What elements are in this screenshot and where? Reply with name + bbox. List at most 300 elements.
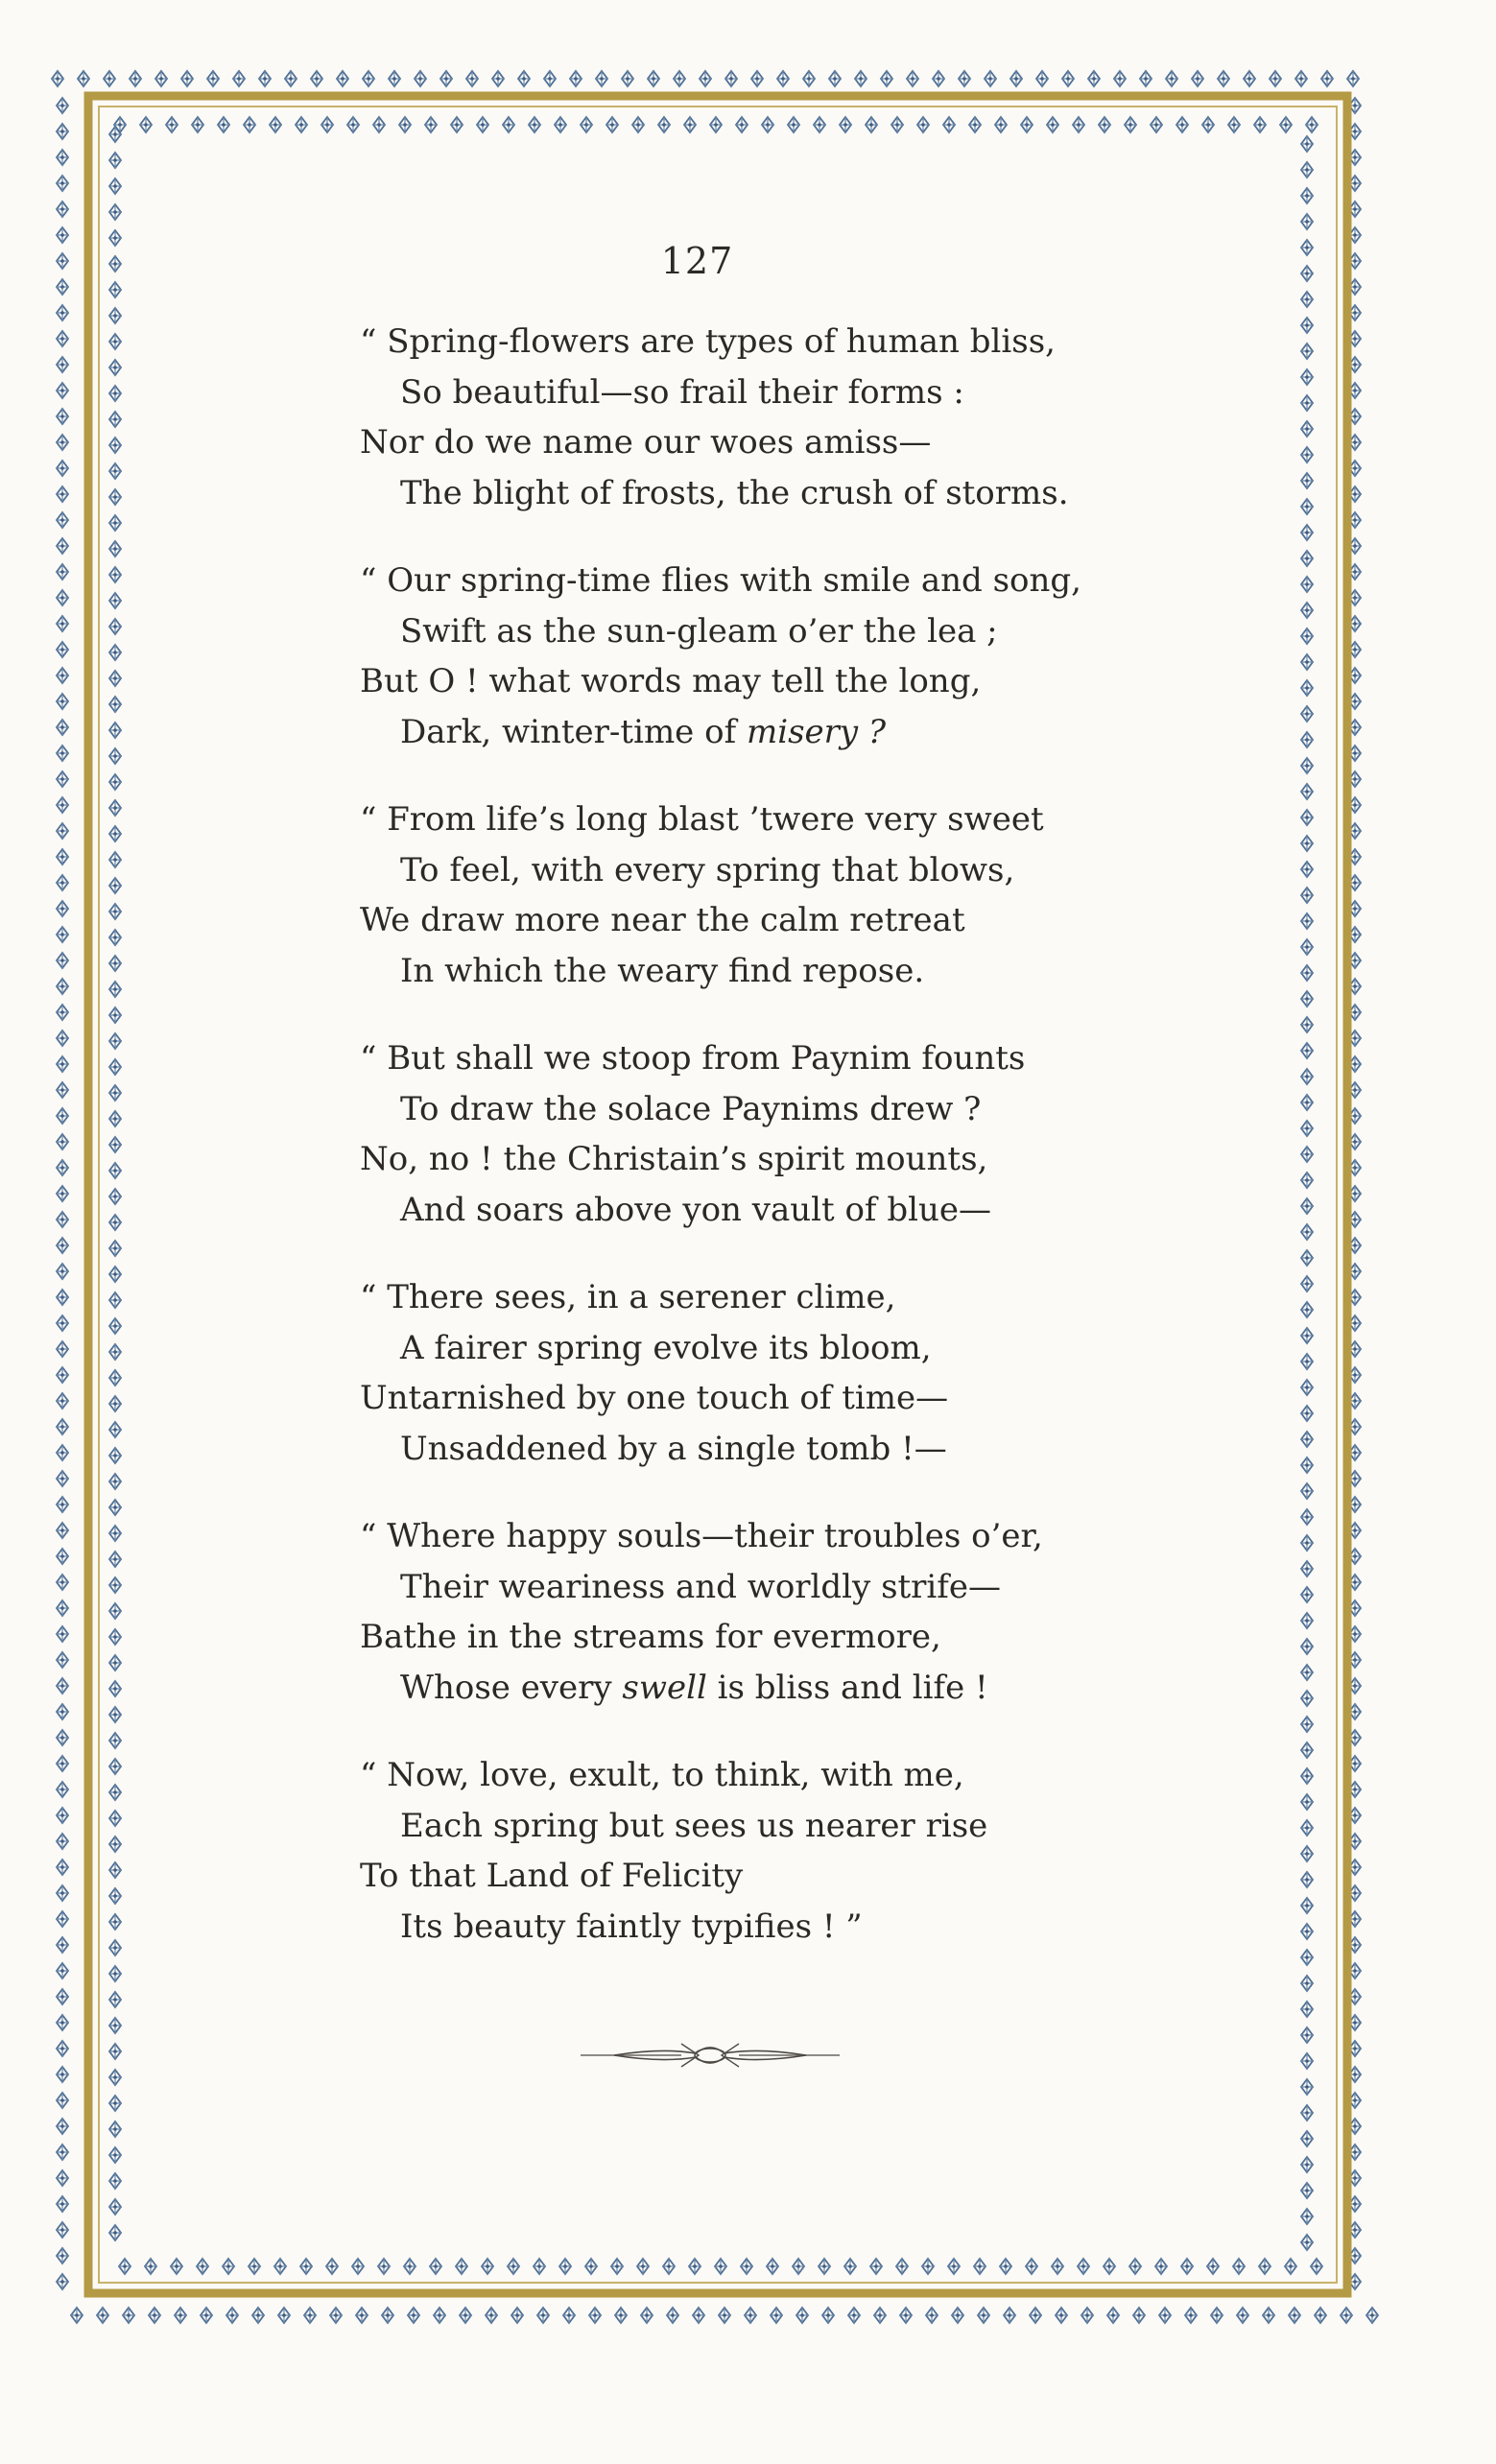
border-ornament	[430, 2259, 441, 2274]
border-ornament	[109, 826, 121, 841]
border-ornament	[57, 1652, 68, 1668]
border-ornament	[482, 2259, 493, 2274]
border-ornament	[109, 412, 121, 427]
border-ornament	[109, 1344, 121, 1360]
border-ornament	[201, 2308, 212, 2323]
border-ornament	[57, 1082, 68, 1098]
border-ornament	[252, 2308, 264, 2323]
border-ornament	[109, 1292, 121, 1308]
border-ornament	[109, 2147, 121, 2163]
border-ornament	[1301, 2053, 1313, 2069]
tailpiece-ornament	[576, 2034, 844, 2076]
border-ornament	[57, 1471, 68, 1486]
border-ornament	[1207, 2259, 1219, 2274]
border-ornament	[109, 878, 121, 893]
poem-line: Each spring but sees us nearer rise	[400, 1806, 988, 1845]
border-ornament	[1166, 71, 1177, 86]
border-ornament	[1301, 1820, 1313, 1836]
border-ornament	[1301, 1121, 1313, 1136]
border-ornament	[109, 1836, 121, 1852]
border-ornament	[814, 117, 825, 132]
border-ornament	[109, 2096, 121, 2111]
border-ornament	[109, 1085, 121, 1101]
border-ornament	[1301, 2157, 1313, 2172]
border-ornament	[658, 117, 670, 132]
border-ornament	[1301, 1017, 1313, 1032]
italic-word: swell	[622, 1668, 707, 1707]
border-ornament	[57, 875, 68, 890]
border-ornament	[109, 593, 121, 608]
border-ornament	[109, 671, 121, 686]
border-ornament	[1301, 888, 1313, 903]
border-ornament	[57, 512, 68, 528]
poem-line: To draw the solace Paynims drew ?	[400, 1089, 982, 1128]
border-ornament	[1129, 2259, 1141, 2274]
border-ornament	[1244, 71, 1255, 86]
border-ornament	[596, 71, 607, 86]
border-ornament	[563, 2308, 575, 2323]
border-ornament	[373, 117, 385, 132]
border-ornament	[57, 357, 68, 372]
border-ornament	[771, 2308, 782, 2323]
border-ornament	[415, 71, 426, 86]
border-ornament	[1237, 2308, 1248, 2323]
border-ornament	[109, 2199, 121, 2215]
border-ornament	[1036, 71, 1048, 86]
poem-line	[360, 1663, 1108, 1714]
border-ornament	[97, 2308, 108, 2323]
border-ornament	[529, 117, 540, 132]
border-ornament	[57, 953, 68, 968]
border-ornament	[978, 2308, 989, 2323]
border-ornament	[226, 2308, 238, 2323]
border-ornament	[1301, 1717, 1313, 1732]
border-ornament	[181, 71, 193, 86]
border-ornament	[1301, 1198, 1313, 1214]
border-ornament	[518, 71, 530, 86]
border-ornament	[109, 438, 121, 453]
stanza	[360, 794, 1108, 996]
border-ornament	[1301, 1794, 1313, 1810]
border-ornament	[109, 2044, 121, 2059]
border-ornament	[434, 2308, 445, 2323]
border-ornament	[1062, 71, 1074, 86]
border-ornament	[57, 1834, 68, 1849]
border-ornament	[1301, 1639, 1313, 1654]
border-ornament	[57, 1056, 68, 1072]
border-ornament	[109, 1474, 121, 1489]
border-ornament	[57, 797, 68, 813]
border-ornament	[57, 1730, 68, 1745]
border-ornament	[848, 2308, 860, 2323]
border-ornament	[57, 201, 68, 217]
border-ornament	[959, 71, 970, 86]
border-ornament	[1000, 2259, 1011, 2274]
border-ornament	[1301, 1250, 1313, 1266]
border-ornament	[1301, 1846, 1313, 1861]
border-ornament	[1301, 784, 1313, 799]
border-ornament	[109, 1759, 121, 1774]
border-ornament	[641, 2308, 653, 2323]
border-ornament	[667, 2308, 678, 2323]
border-ornament	[57, 2248, 68, 2263]
border-ornament	[719, 2308, 730, 2323]
border-ornament	[109, 1526, 121, 1541]
border-ornament	[109, 1059, 121, 1075]
border-ornament	[109, 1007, 121, 1023]
border-ornament	[1047, 117, 1058, 132]
border-ornament	[57, 383, 68, 398]
border-ornament	[1107, 2308, 1119, 2323]
border-ornament	[249, 2259, 260, 2274]
border-ornament	[1301, 680, 1313, 696]
border-ornament	[508, 2259, 519, 2274]
border-ornament	[693, 2308, 704, 2323]
border-ornament	[1301, 810, 1313, 825]
poem-line: Untarnished by one touch of time—	[360, 1379, 949, 1417]
border-ornament	[1301, 1276, 1313, 1291]
border-ornament	[1010, 71, 1022, 86]
border-ornament	[1301, 1691, 1313, 1706]
border-ornament	[1366, 2308, 1378, 2323]
border-ornament	[1301, 188, 1313, 203]
border-ornament	[511, 2308, 523, 2323]
border-ornament	[544, 71, 556, 86]
border-ornament	[109, 1189, 121, 1204]
border-ornament	[57, 849, 68, 865]
border-ornament	[1263, 2308, 1274, 2323]
border-ornament	[777, 71, 789, 86]
border-ornament	[1347, 71, 1359, 86]
border-ornament	[57, 1704, 68, 1719]
border-ornament	[57, 1419, 68, 1434]
border-ornament	[1151, 117, 1162, 132]
border-ornament	[1301, 1043, 1313, 1058]
border-ornament	[57, 1575, 68, 1590]
border-ornament	[109, 360, 121, 375]
border-ornament	[175, 2308, 186, 2323]
border-ornament	[57, 616, 68, 631]
border-ornament	[57, 1497, 68, 1512]
border-ornament	[1301, 1432, 1313, 1447]
border-ornament	[585, 2259, 597, 2274]
border-ornament	[762, 117, 773, 132]
border-ornament	[57, 823, 68, 839]
border-ornament	[109, 930, 121, 945]
border-ornament	[1301, 2183, 1313, 2198]
border-ornament	[57, 1186, 68, 1201]
border-ornament	[969, 117, 981, 132]
border-ornament	[1301, 2002, 1313, 2017]
border-ornament	[689, 2259, 701, 2274]
border-ornament	[57, 2015, 68, 2030]
border-ornament	[57, 927, 68, 942]
border-ornament	[1301, 1457, 1313, 1473]
border-ornament	[57, 1108, 68, 1124]
border-ornament	[218, 117, 229, 132]
border-ornament	[109, 1577, 121, 1593]
border-ornament	[1301, 1924, 1313, 1939]
border-ornament	[57, 2196, 68, 2212]
border-ornament	[1202, 117, 1214, 132]
border-ornament	[1301, 1976, 1313, 1991]
border-ornament	[1030, 2308, 1041, 2323]
border-ornament	[1301, 1069, 1313, 1084]
border-ornament	[803, 71, 815, 86]
border-ornament	[1301, 732, 1313, 747]
border-ornament	[57, 486, 68, 502]
border-ornament	[1026, 2259, 1037, 2274]
border-ornament	[1301, 603, 1313, 618]
border-ornament	[57, 1911, 68, 1927]
border-ornament	[1301, 473, 1313, 488]
border-ornament	[870, 2259, 882, 2274]
border-ornament	[900, 2308, 912, 2323]
border-ornament	[109, 1111, 121, 1126]
border-ornament	[1301, 654, 1313, 670]
border-ornament	[57, 1626, 68, 1642]
border-ornament	[1301, 991, 1313, 1007]
stanza	[360, 1511, 1108, 1713]
border-ornament	[109, 308, 121, 323]
border-ornament	[109, 1707, 121, 1722]
border-ornament	[534, 2259, 545, 2274]
border-ornament	[1289, 2308, 1300, 2323]
border-ornament	[109, 1966, 121, 1981]
border-ornament	[337, 71, 348, 86]
border-ornament	[822, 2308, 834, 2323]
border-ornament	[109, 1033, 121, 1049]
border-ornament	[1301, 1535, 1313, 1551]
border-ornament	[109, 800, 121, 816]
border-ornament	[1301, 836, 1313, 851]
border-ornament	[1021, 117, 1033, 132]
border-ornament	[589, 2308, 601, 2323]
border-ornament	[259, 71, 271, 86]
border-ornament	[881, 71, 892, 86]
border-ornament	[874, 2308, 886, 2323]
border-ornament	[492, 71, 504, 86]
border-ornament	[78, 71, 89, 86]
border-ornament	[57, 2093, 68, 2108]
border-ornament	[1301, 421, 1313, 437]
border-ornament	[725, 71, 737, 86]
border-ornament	[1301, 447, 1313, 462]
border-ornament	[278, 2308, 290, 2323]
border-ornament	[1301, 1742, 1313, 1758]
border-ornament	[891, 117, 903, 132]
border-ornament	[109, 1318, 121, 1334]
border-ornament	[1140, 71, 1152, 86]
poem-line: The blight of frosts, the crush of storms.	[400, 473, 1069, 512]
border-ornament	[130, 71, 141, 86]
border-ornament	[378, 2259, 390, 2274]
italic-word: misery ?	[746, 712, 887, 751]
border-ornament	[1004, 2308, 1015, 2323]
border-ornament	[1301, 939, 1313, 955]
border-ornament	[632, 117, 644, 132]
border-ornament	[114, 117, 126, 132]
border-ornament	[57, 1160, 68, 1175]
border-ornament	[109, 697, 121, 712]
border-ornament	[1159, 2308, 1171, 2323]
border-ornament	[1301, 577, 1313, 592]
border-ornament	[1301, 628, 1313, 644]
border-ornament	[1052, 2259, 1063, 2274]
border-ornament	[57, 1885, 68, 1901]
border-ornament	[57, 1549, 68, 1564]
border-ornament	[1099, 117, 1110, 132]
border-ornament	[109, 1137, 121, 1152]
border-ornament	[109, 204, 121, 220]
border-ornament	[1301, 862, 1313, 877]
border-ornament	[1056, 2308, 1067, 2323]
border-ornament	[57, 979, 68, 994]
border-ornament	[109, 619, 121, 634]
border-ornament	[844, 2259, 856, 2274]
border-ornament	[109, 1629, 121, 1645]
border-ornament	[109, 1811, 121, 1826]
border-ornament	[244, 117, 255, 132]
border-ornament	[1301, 1354, 1313, 1369]
border-ornament	[347, 117, 359, 132]
border-ornament	[1125, 117, 1136, 132]
border-ornament	[57, 1523, 68, 1538]
border-ornament	[109, 515, 121, 531]
border-ornament	[622, 71, 633, 86]
border-ornament	[109, 1370, 121, 1386]
border-ornament	[477, 117, 488, 132]
border-ornament	[440, 71, 452, 86]
border-ornament	[109, 1422, 121, 1437]
border-ornament	[1301, 1898, 1313, 1913]
border-ornament	[109, 2173, 121, 2189]
border-ornament	[57, 694, 68, 709]
border-ornament	[109, 2121, 121, 2137]
border-ornament	[109, 1396, 121, 1411]
border-ornament	[57, 2170, 68, 2186]
border-ornament	[57, 1808, 68, 1823]
border-ornament	[1301, 2131, 1313, 2146]
border-ornament	[109, 1552, 121, 1567]
border-ornament	[926, 2308, 938, 2323]
border-ornament	[1301, 1872, 1313, 1887]
border-ornament	[1301, 1302, 1313, 1317]
border-ornament	[109, 1500, 121, 1515]
border-ornament	[311, 71, 322, 86]
border-ornament	[140, 117, 152, 132]
border-ornament	[109, 1215, 121, 1230]
border-ornament	[109, 1267, 121, 1282]
border-ornament	[425, 117, 437, 132]
border-ornament	[1301, 1328, 1313, 1343]
border-ornament	[57, 901, 68, 916]
border-ornament	[52, 71, 63, 86]
border-ornament	[57, 150, 68, 165]
border-ornament	[611, 2259, 623, 2274]
border-ornament	[109, 1603, 121, 1619]
poem-line: But O ! what words may tell the long,	[360, 662, 982, 700]
poem-line: So beautiful—so frail their forms :	[400, 372, 964, 412]
border-ornament	[1301, 214, 1313, 229]
border-ornament	[974, 2259, 985, 2274]
border-ornament	[356, 2308, 368, 2323]
border-ornament	[710, 117, 722, 132]
border-ornament	[57, 1031, 68, 1046]
border-ornament	[149, 2308, 160, 2323]
border-ornament	[1181, 2259, 1193, 2274]
border-ornament	[123, 2308, 134, 2323]
border-ornament	[700, 71, 711, 86]
border-ornament	[1081, 2308, 1093, 2323]
border-ornament	[736, 117, 748, 132]
border-ornament	[1301, 1561, 1313, 1576]
border-ornament	[109, 1655, 121, 1670]
border-ornament	[57, 1756, 68, 1771]
border-ornament	[109, 852, 121, 867]
border-ornament	[829, 71, 841, 86]
border-ornament	[109, 2070, 121, 2085]
border-ornament	[109, 904, 121, 919]
line-text: Whose every	[400, 1668, 623, 1707]
border-ornament	[57, 2274, 68, 2289]
border-ornament	[109, 463, 121, 479]
border-ornament	[907, 71, 918, 86]
border-ornament	[408, 2308, 419, 2323]
border-ornament	[1301, 758, 1313, 773]
border-ornament	[1301, 1613, 1313, 1628]
border-ornament	[855, 71, 867, 86]
border-ornament	[389, 71, 400, 86]
poem-line: Bathe in the streams for evermore,	[360, 1618, 941, 1656]
border-ornament	[57, 1005, 68, 1020]
border-ornament	[57, 538, 68, 554]
border-ornament	[952, 2308, 963, 2323]
border-ornament	[404, 2259, 416, 2274]
border-ornament	[57, 1393, 68, 1409]
border-ornament	[57, 590, 68, 605]
border-ornament	[570, 71, 582, 86]
line-text: Dark, winter-time of	[400, 712, 747, 751]
border-ornament	[460, 2308, 471, 2323]
border-ornament	[995, 117, 1007, 132]
poem-line: “ Where happy souls—their troubles o’er,	[360, 1517, 1043, 1555]
border-ornament	[166, 117, 178, 132]
border-ornament	[57, 2119, 68, 2134]
border-ornament	[896, 2259, 908, 2274]
border-ornament	[109, 1163, 121, 1178]
border-ornament	[581, 117, 592, 132]
border-ornament	[648, 71, 659, 86]
border-ornament	[363, 71, 374, 86]
border-ornament	[1228, 117, 1240, 132]
border-ornament	[321, 117, 333, 132]
poem-line: And soars above yon vault of blue—	[400, 1190, 991, 1229]
border-ornament	[663, 2259, 675, 2274]
border-ornament	[57, 1134, 68, 1149]
border-ornament	[330, 2308, 342, 2323]
border-ornament	[57, 1445, 68, 1460]
border-ornament	[1301, 525, 1313, 540]
border-ornament	[1341, 2308, 1352, 2323]
border-ornament	[948, 2259, 960, 2274]
border-ornament	[57, 1782, 68, 1797]
border-ornament	[788, 117, 799, 132]
border-ornament	[1311, 2259, 1322, 2274]
border-ornament	[57, 746, 68, 761]
border-ornament	[793, 2259, 804, 2274]
border-ornament	[606, 117, 618, 132]
